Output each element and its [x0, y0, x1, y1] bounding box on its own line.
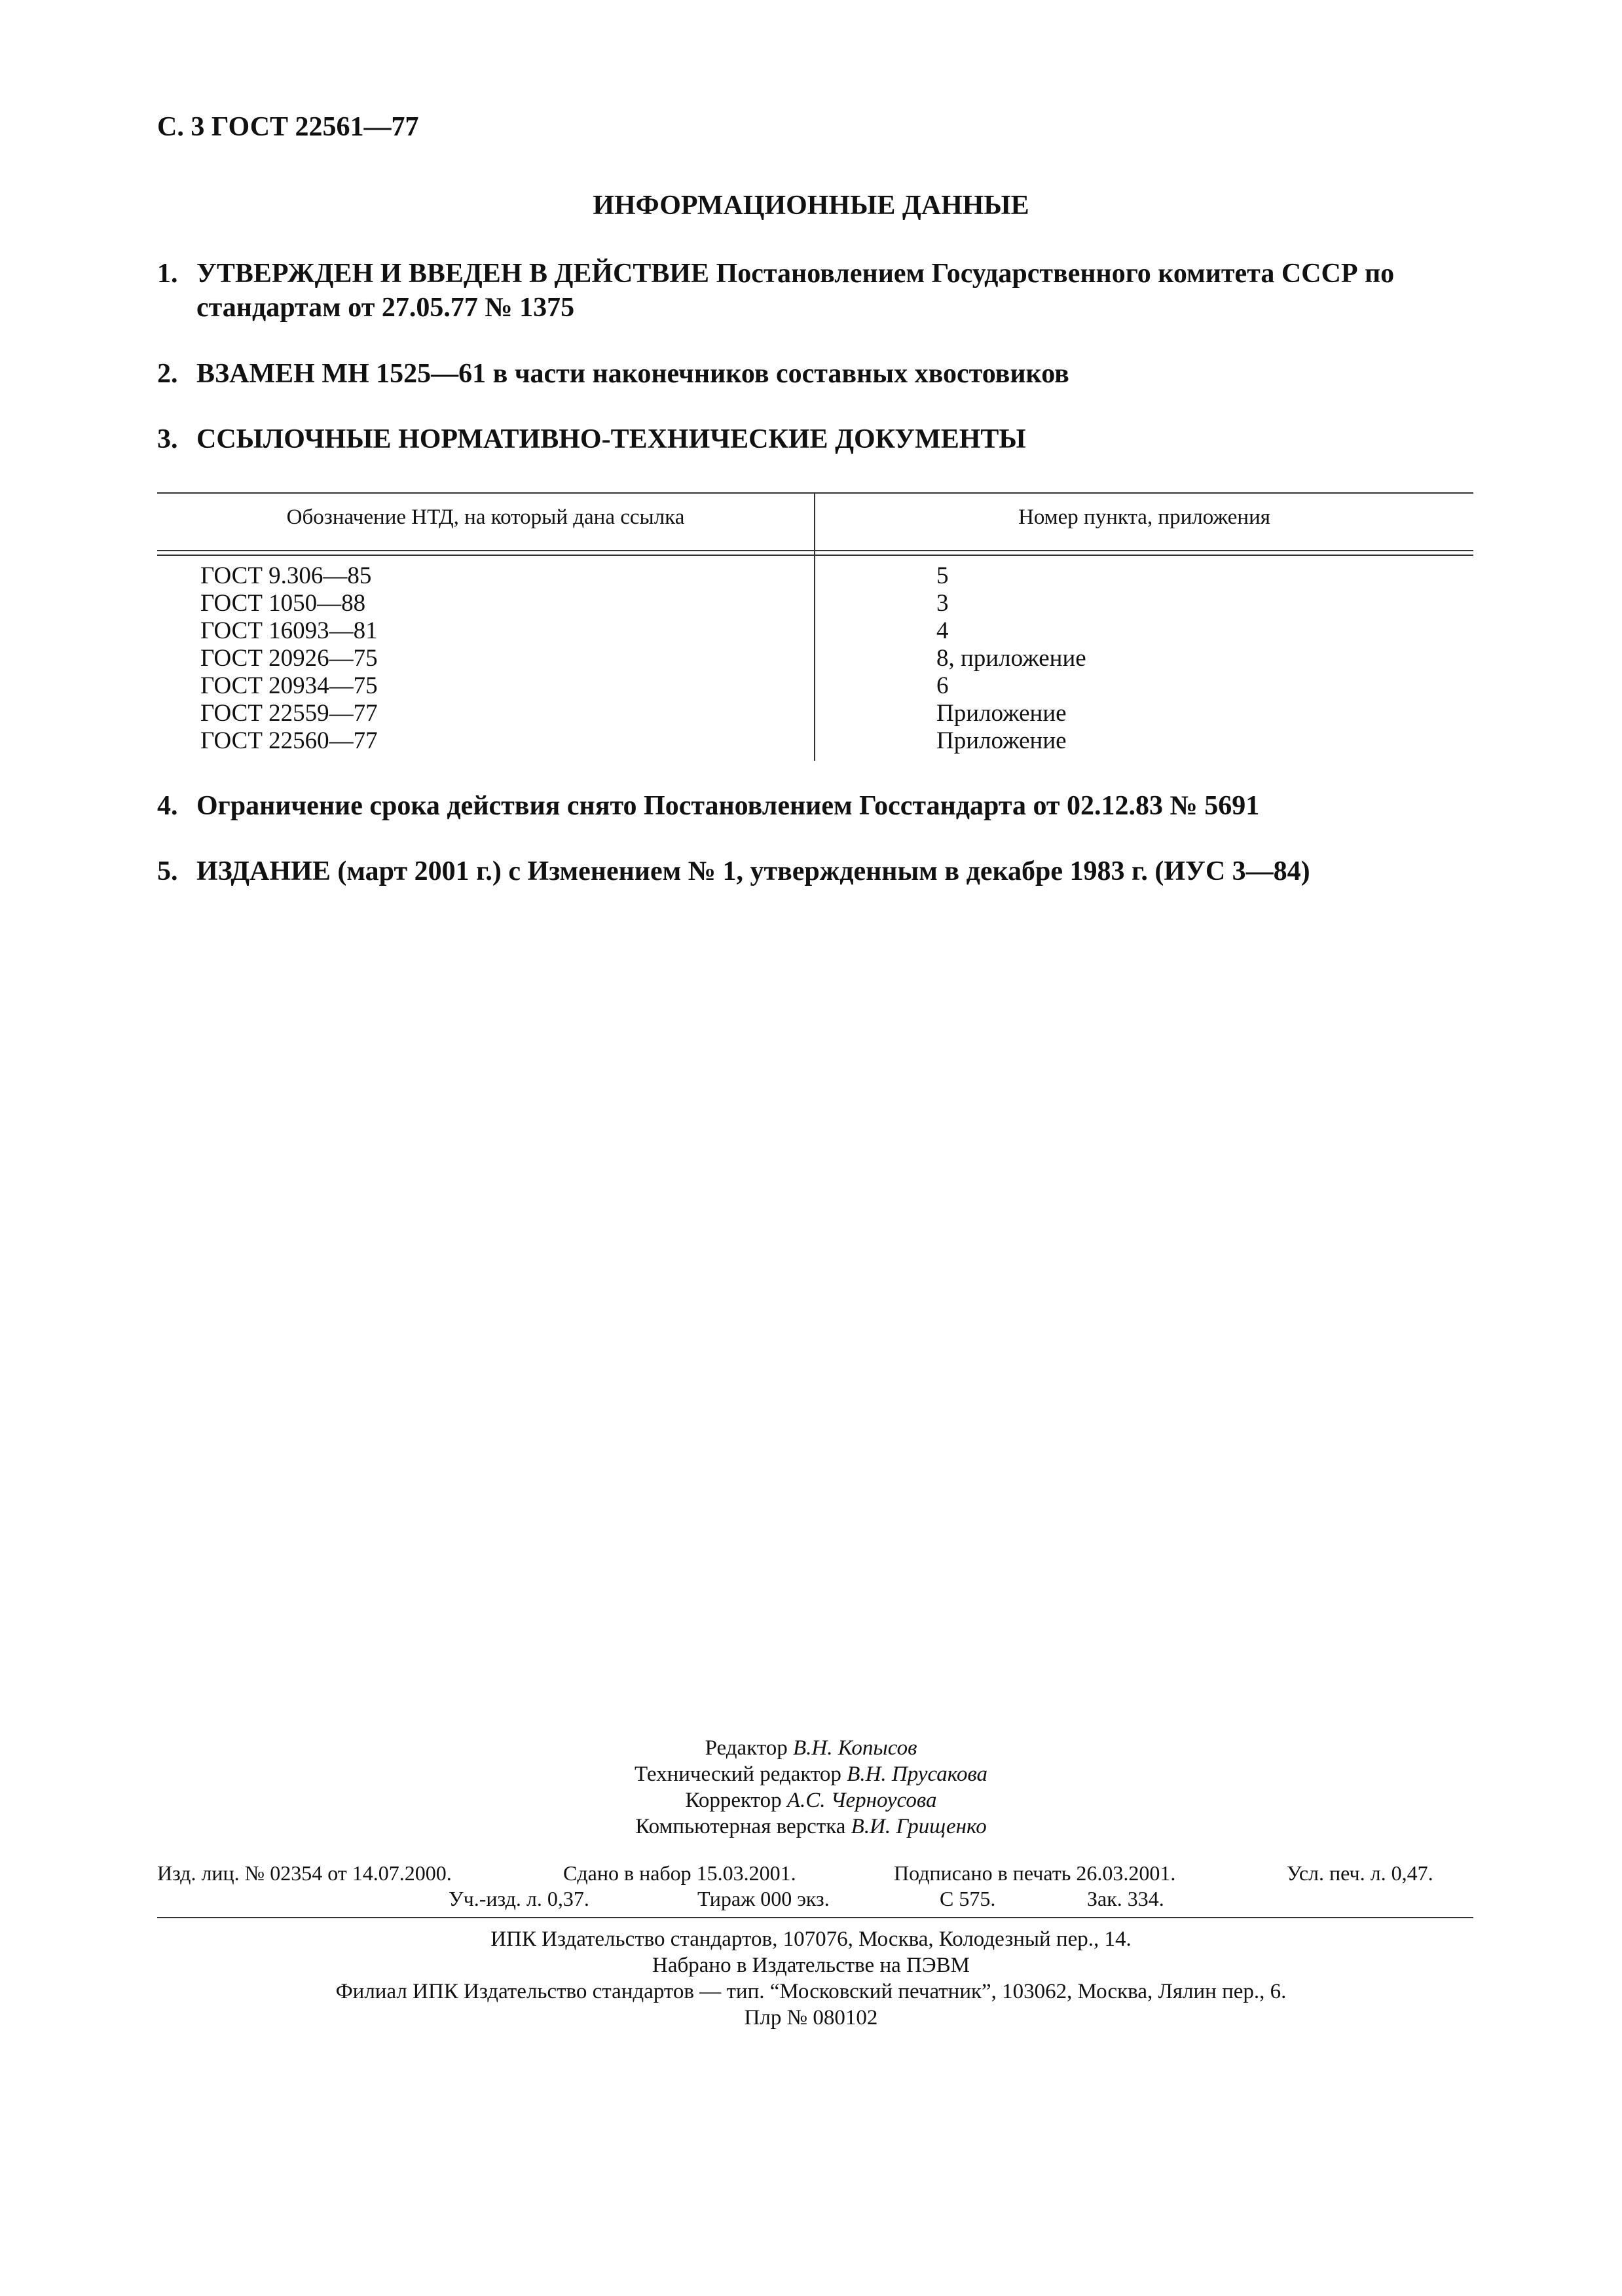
item-number: 5. [157, 856, 178, 886]
order-number: Зак. 334. [1087, 1887, 1164, 1910]
item-number: 1. [157, 259, 178, 289]
license-info: Изд. лиц. № 02354 от 14.07.2000. [157, 1861, 452, 1885]
item-number: 3. [157, 424, 178, 454]
item-number: 4. [157, 791, 178, 821]
circulation: Тираж 000 экз. [697, 1887, 830, 1910]
item-edition [157, 854, 1473, 888]
credits-block [0, 1735, 1622, 1840]
table-row [157, 590, 1473, 617]
credit-name: В.Н. Копысов [793, 1736, 917, 1760]
item-validity [157, 789, 1473, 823]
credit-role: Компьютерная верстка [635, 1815, 846, 1838]
credit-name: В.Н. Прусакова [847, 1762, 988, 1786]
table-cell-designation: ГОСТ 20934—75 [200, 672, 378, 699]
table-cell-clause: Приложение [936, 700, 1067, 727]
table-cell-designation: ГОСТ 20926—75 [200, 645, 378, 672]
table-cell-designation: ГОСТ 16093—81 [200, 617, 378, 644]
imprint-footer [0, 1926, 1622, 2031]
publication-code: С 575. [940, 1887, 996, 1910]
table-cell-clause: 5 [936, 562, 949, 589]
credit-name: В.И. Грищенко [851, 1815, 987, 1838]
credit-name: А.С. Черноусова [786, 1789, 937, 1812]
table-row [157, 562, 1473, 590]
table-cell-designation: ГОСТ 1050—88 [200, 590, 366, 617]
item-replaced [157, 357, 1473, 391]
print-sheets: Усл. печ. л. 0,47. [1287, 1861, 1433, 1885]
item-references [157, 422, 1473, 456]
item-text-line: УТВЕРЖДЕН И ВВЕДЕН В ДЕЙСТВИЕ Постановлением Государственного комитета СССР по [196, 259, 1395, 289]
table-row [157, 727, 1473, 755]
print-date: Подписано в печать 26.03.2001. [894, 1861, 1176, 1885]
credit-line [0, 1735, 1622, 1761]
item-text: ИЗДАНИЕ (март 2001 г.) с Изменением № 1, утвержденным в декабре 1983 г. (ИУС 3—84) [196, 856, 1310, 886]
credit-role: Корректор [685, 1789, 782, 1812]
table-cell-clause: 4 [936, 617, 949, 644]
page-header: С. 3 ГОСТ 22561—77 [157, 112, 419, 142]
footer-rule [157, 1917, 1473, 1918]
item-approval [157, 257, 1473, 325]
pub-sheets: Уч.-изд. л. 0,37. [449, 1887, 589, 1910]
credit-role: Редактор [705, 1736, 788, 1760]
table-row [157, 700, 1473, 727]
table-row [157, 672, 1473, 700]
imprint-line: Плр № 080102 [744, 2006, 878, 2030]
table-cell-clause: 8, приложение [936, 645, 1086, 672]
table-header-clause: Номер пункта, приложения [1018, 505, 1270, 529]
item-number: 2. [157, 359, 178, 389]
credit-line [0, 1813, 1622, 1840]
table-cell-designation: ГОСТ 9.306—85 [200, 562, 372, 589]
credit-line [0, 1787, 1622, 1813]
item-text: Ограничение срока действия снято Постановлением Госстандарта от 02.12.83 № 5691 [196, 791, 1260, 821]
imprint-line: Набрано в Издательстве на ПЭВМ [652, 1954, 970, 1977]
credit-role: Технический редактор [634, 1762, 841, 1786]
table-header-designation: Обозначение НТД, на который дана ссылка [286, 505, 685, 529]
section-title: ИНФОРМАЦИОННЫЕ ДАННЫЕ [593, 191, 1029, 221]
table-cell-designation: ГОСТ 22559—77 [200, 700, 378, 727]
table-row [157, 617, 1473, 645]
credit-line [0, 1761, 1622, 1787]
table-cell-designation: ГОСТ 22560—77 [200, 727, 378, 754]
table-header-rule [157, 550, 1473, 556]
table-cell-clause: 6 [936, 672, 949, 699]
imprint-line: Филиал ИПК Издательство стандартов — тип. “Московский печатник”, 103062, Москва, Лялин пер., 6. [335, 1980, 1287, 2003]
reference-table [157, 492, 1473, 761]
table-row [157, 645, 1473, 672]
typeset-date: Сдано в набор 15.03.2001. [563, 1861, 796, 1885]
item-text-line: стандартам от 27.05.77 № 1375 [196, 293, 575, 323]
table-cell-clause: 3 [936, 590, 949, 617]
imprint-line: ИПК Издательство стандартов, 107076, Москва, Колодезный пер., 14. [490, 1927, 1132, 1951]
item-text: ССЫЛОЧНЫЕ НОРМАТИВНО-ТЕХНИЧЕСКИЕ ДОКУМЕНТЫ [196, 424, 1026, 454]
table-cell-clause: Приложение [936, 727, 1067, 754]
table-top-rule [157, 492, 1473, 494]
item-text: ВЗАМЕН МН 1525—61 в части наконечников составных хвостовиков [196, 359, 1069, 389]
